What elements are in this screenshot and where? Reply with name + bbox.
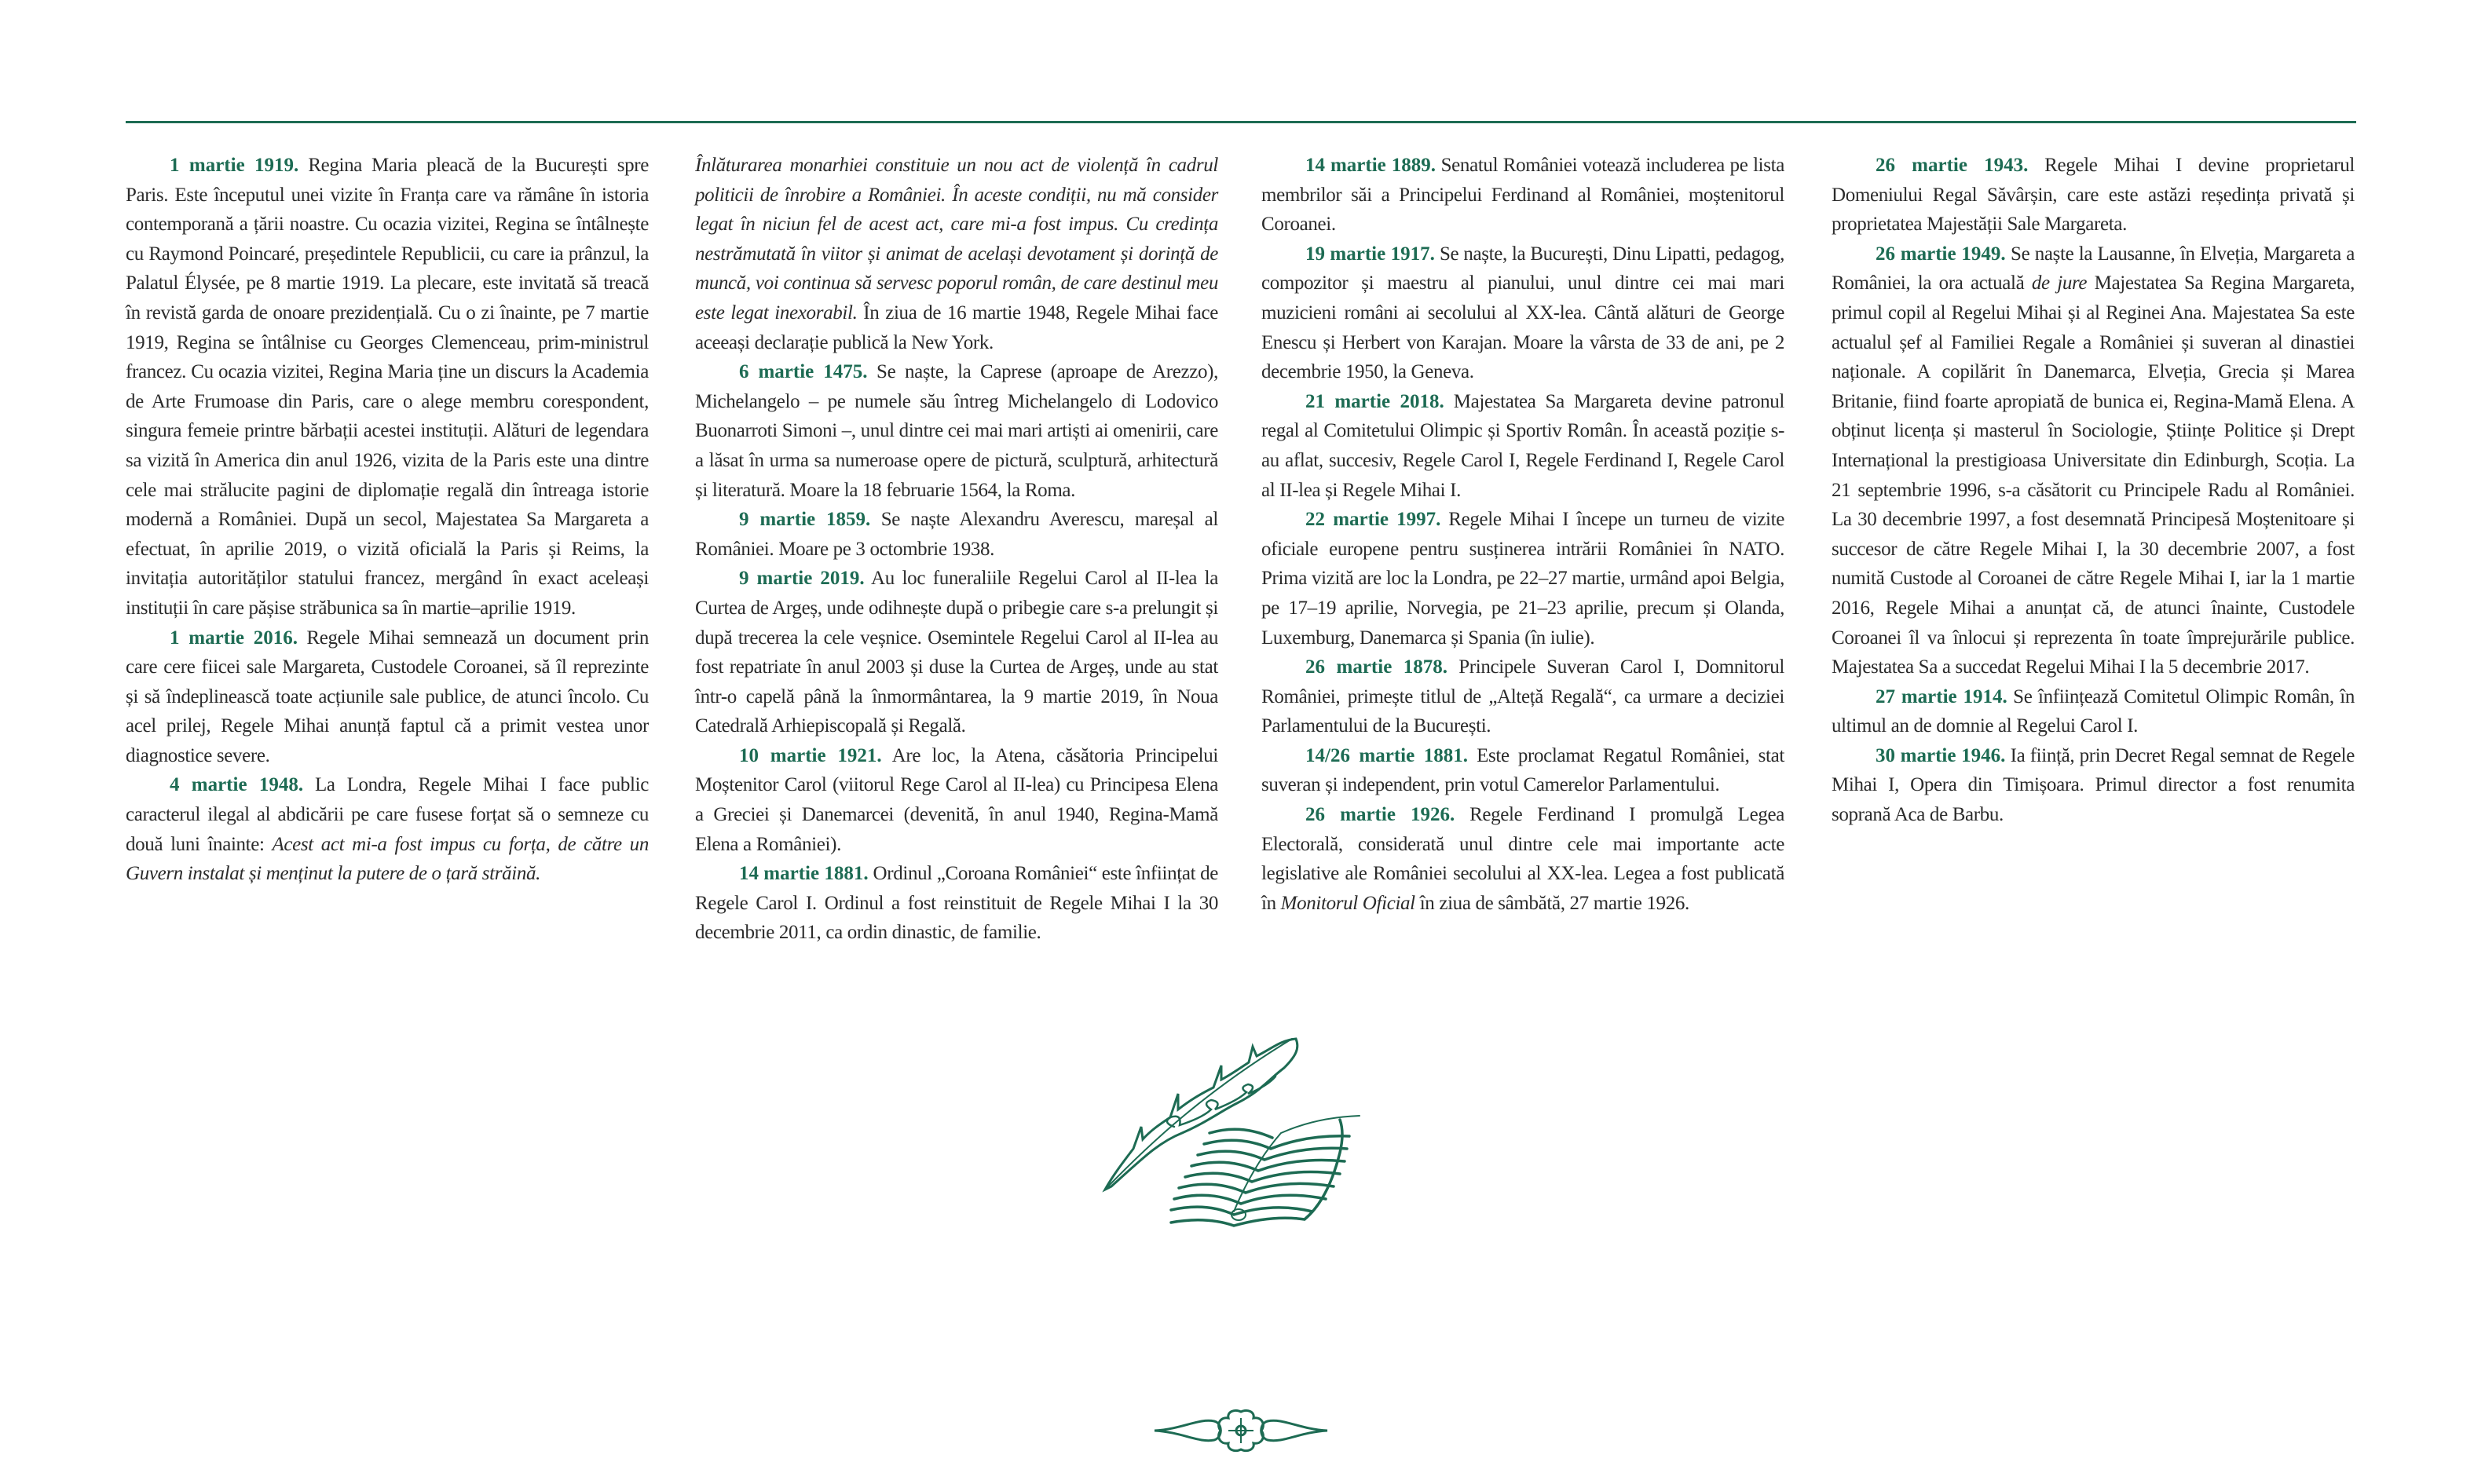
entry-text: Au loc funeraliile Regelui Carol al II-lea la Curtea de Argeș, unde odihnește după o pribegie care s-a prelungit și după trecerea la cele veșnice. Osemintele Regelui Carol al II-lea au fost repatriate în anul 2003 și duse la Curtea de Argeș, unde au stat într-o capelă până la înmormântarea, la 9 martie 2019, în Noua Catedrală Arhiepiscopală și Regală. bbox=[695, 568, 1218, 737]
entry-date: 26 martie 1926. bbox=[1305, 804, 1455, 826]
floral-ornament-divider bbox=[1151, 1405, 1330, 1454]
entry-date: 22 martie 1997. bbox=[1305, 509, 1441, 531]
entry-text: Senatul României votează includerea pe lista membrilor săi a Principelui Ferdinand al României, moștenitorul Coroanei. bbox=[1261, 155, 1784, 236]
entry-text: În ziua de 16 martie 1948, Regele Mihai face aceeași declarație publică la New York. bbox=[695, 302, 1218, 353]
column-3 bbox=[1261, 151, 1784, 918]
entry-date: 1 martie 1919. bbox=[170, 155, 299, 176]
entry-text: Se naște Alexandru Averescu, mareșal al României. Moare pe 3 octombrie 1938. bbox=[695, 509, 1218, 560]
entry-text: Ia ființă, prin Decret Regal semnat de Regele Mihai I, Opera din Timișoara. Primul director a fost renumita soprană Aca de Barbu. bbox=[1832, 744, 2355, 826]
entry-date: 21 martie 2018. bbox=[1305, 390, 1444, 412]
entry-date: 9 martie 2019. bbox=[739, 568, 865, 590]
entry-quote-text: Acest act mi-a fost impus cu forța, de către un Guvern instalat și menținut la putere de o țară străină. bbox=[126, 833, 649, 885]
column-2 bbox=[695, 151, 1218, 948]
entry-date: 26 martie 1878. bbox=[1305, 656, 1448, 678]
entry-date: 10 martie 1921. bbox=[739, 744, 882, 766]
timeline-entry bbox=[695, 357, 1218, 505]
entry-text: Se naște, la București, Dinu Lipatti, pedagog, compozitor și maestru al pianului, unul dintre cei mai mari muzicieni români ai secolului al XX-lea. Cântă alături de George Enescu și Herbert von Karajan. Moare la vârsta de 33 de ani, pe 2 decembrie 1950, la Geneva. bbox=[1261, 243, 1784, 383]
entry-date: 19 martie 1917. bbox=[1305, 243, 1435, 265]
timeline-entry bbox=[1832, 682, 2355, 741]
timeline-entry bbox=[1261, 151, 1784, 239]
column-1 bbox=[126, 151, 649, 889]
entry-text: Se înființează Comitetul Olimpic Român, în ultimul an de domnie al Regelui Carol I. bbox=[1832, 685, 2355, 737]
quill-and-book-illustration bbox=[1096, 1017, 1386, 1245]
entry-quote-text: Înlăturarea monarhiei constituie un nou act de violență în cadrul politicii de înrobire a României. În aceste condiții, nu mă consider legat în niciun fel de acest act, care mi-a fost impus. Cu credința nestrămutată în viitor și animat de același devotament și dorință de muncă, voi continua să servesc poporul român, de care destinul meu este legat inexorabil. bbox=[695, 155, 1218, 323]
timeline-entry bbox=[695, 505, 1218, 564]
timeline-entry bbox=[1832, 741, 2355, 830]
entry-text: Se naște, la Caprese (aproape de Arezzo), Michelangelo – pe numele său întreg Michelangelo di Lodovico Buonarroti Simoni –, unul dintre cei mai mari artiști ai omenirii, care a lăsat în urma sa numeroase opere de pictură, sculptură, arhitectură și literatură. Moare la 18 februarie 1564, la Roma. bbox=[695, 361, 1218, 501]
top-divider-rule bbox=[126, 121, 2356, 123]
timeline-entry bbox=[1261, 239, 1784, 387]
entry-date: 1 martie 2016. bbox=[170, 627, 298, 649]
entry-text: Majestatea Sa Margareta devine patronul regal al Comitetului Olimpic și Sportiv Român. În această poziție s-au aflat, succesiv, Regele Carol I, Regele Ferdinand I, Regele Carol al II-lea și Regele Mihai I. bbox=[1261, 390, 1784, 501]
entry-date: 4 martie 1948. bbox=[170, 774, 304, 796]
timeline-entry bbox=[1261, 387, 1784, 505]
entry-text: Regina Maria pleacă de la București spre Paris. Este începutul unei vizite în Franța care va rămâne în istoria contemporană a țării noastre. Cu ocazia vizitei, Regina se întâlnește cu Raymond Poincaré, președintele Republicii, cu care ia prânzul, la Palatul Élysée, pe 8 martie 1919. La plecare, este invitată să treacă în revistă garda de onoare prezidențială. Cu o zi înainte, pe 7 martie 1919, Regina se întâlnise cu Georges Clemenceau, prim-ministrul francez. Cu ocazia vizitei, Regina Maria ține un discurs la Academia de Arte Frumoase din Paris, care o alege membru corespondent, singura femeie printre bărbații acestei instituții. Alături de legendara sa vizită în America din anul 1926, vizita de la Paris este una dintre cele mai strălucite pagini de diplomație regală din întreaga istorie modernă a României. După un secol, Majestatea Sa Margareta a efectuat, în aprilie 2019, o vizită oficială la Paris și Reims, la invitația autorităților statului francez, mergând în exact aceleași instituții în care pășise străbunica sa în martie–aprilie 1919. bbox=[126, 155, 649, 619]
entry-text: Regele Ferdinand I promulgă Legea Electorală, considerată unul dintre cele mai importante acte legislative ale României secolului al XX-lea. Legea a fost publicată în bbox=[1261, 804, 1784, 914]
timeline-entry-continuation bbox=[695, 151, 1218, 357]
entry-text: în ziua de sâmbătă, 27 martie 1926. bbox=[1414, 892, 1689, 914]
entry-date: 14 martie 1889. bbox=[1305, 155, 1436, 176]
timeline-entry bbox=[1261, 800, 1784, 918]
entry-text: Majestatea Sa Regina Margareta, primul copil al Regelui Mihai și al Reginei Ana. Majestatea Sa este actualul șef al Familiei Regale a României și suveran al dinastiei naționale. A copilărit în Danemarca, Elveția, Grecia și Marea Britanie, fiind foarte apropiată de bunica ei, Regina-Mamă Elena. A obținut licența și masterul în Sociologie, Științe Politice și Drept Internațional la prestigioasa Universitate din Edinburgh, Scoția. La 21 septembrie 1996, s-a căsătorit cu Principele Radu al României. La 30 decembrie 1997, a fost desemnată Principesă Moștenitoare și succesor de către Regele Mihai I, la 30 decembrie 2007, a fost numită Custode al Coroanei de către Regele Mihai I, iar la 1 martie 2016, Regele Mihai a anunțat că, de atunci înainte, Custodele Coroanei îl va înlocui și reprezenta în toate împrejurările publice. Majestatea Sa a succedat Regelui Mihai I la 5 decembrie 2017. bbox=[1832, 272, 2355, 678]
entry-date: 26 martie 1949. bbox=[1876, 243, 2006, 265]
open-book-icon bbox=[1171, 1116, 1360, 1226]
entry-text: Este proclamat Regatul României, stat suveran și independent, prin votul Camerelor Parlamentului. bbox=[1261, 744, 1784, 796]
timeline-entry bbox=[1261, 741, 1784, 800]
timeline-entry bbox=[1261, 652, 1784, 741]
entry-date: 27 martie 1914. bbox=[1876, 685, 2007, 707]
entry-text: La Londra, Regele Mihai I face public caracterul ilegal al abdicării pe care fusese forțat să o semneze cu două luni înainte: bbox=[126, 774, 649, 855]
entry-text: Principele Suveran Carol I, Domnitorul României, primește titlul de „Alteță Regală“, ca urmare a deciziei Parlamentului de la București. bbox=[1261, 656, 1784, 737]
entry-text: Regele Mihai semnează un document prin care cere fiicei sale Margareta, Custodele Coroanei, să îl reprezinte și să îndeplinească toate acțiunile sale publice, de atunci încolo. Cu acel prilej, Regele Mihai anunță faptul că a primit vestea unor diagnostice severe. bbox=[126, 627, 649, 766]
entry-text: Ordinul „Coroana României“ este înființat de Regele Carol I. Ordinul a fost reinstituit de Regele Mihai I la 30 decembrie 2011, ca ordin dinastic, de familie. bbox=[695, 863, 1218, 944]
entry-quote-text: de jure bbox=[2031, 272, 2088, 294]
entry-quote-text: Monitorul Oficial bbox=[1280, 892, 1415, 914]
entry-date: 14/26 martie 1881. bbox=[1305, 744, 1468, 766]
entry-text: Regele Mihai I devine proprietarul Domeniului Regal Săvârșin, care este astăzi reședința privată și proprietatea Majestății Sale Margareta. bbox=[1832, 155, 2355, 236]
timeline-entry bbox=[1261, 505, 1784, 652]
timeline-entry bbox=[695, 741, 1218, 859]
timeline-entry bbox=[126, 770, 649, 888]
entry-date: 6 martie 1475. bbox=[739, 361, 868, 383]
timeline-entry bbox=[1832, 239, 2355, 682]
timeline-entry bbox=[695, 564, 1218, 741]
entry-text: Se naște la Lausanne, în Elveția, Margareta a României, la ora actuală bbox=[1832, 243, 2355, 294]
timeline-entry bbox=[126, 623, 649, 771]
entry-date: 30 martie 1946. bbox=[1876, 744, 2006, 766]
entry-date: 9 martie 1859. bbox=[739, 509, 871, 531]
timeline-entry bbox=[126, 151, 649, 623]
column-4 bbox=[1832, 151, 2355, 830]
entry-text: Are loc, la Atena, căsătoria Principelui Moștenitor Carol (viitorul Rege Carol al II-lea) cu Principesa Elena a Greciei și Danemarcei (devenită, în anul 1940, Regina-Mamă Elena a României). bbox=[695, 744, 1218, 855]
timeline-entry bbox=[695, 859, 1218, 948]
timeline-entry bbox=[1832, 151, 2355, 239]
entry-date: 26 martie 1943. bbox=[1876, 155, 2029, 176]
entry-date: 14 martie 1881. bbox=[739, 863, 869, 885]
entry-text: Regele Mihai I începe un turneu de vizite oficiale europene pentru susținerea intrării României în NATO. Prima vizită are loc la Londra, pe 22–27 martie, urmând apoi Belgia, pe 17–19 aprilie, Norvegia, pe 21–23 aprilie, precum și Olanda, Luxemburg, Danemarca și Spania (în iulie). bbox=[1261, 509, 1784, 649]
